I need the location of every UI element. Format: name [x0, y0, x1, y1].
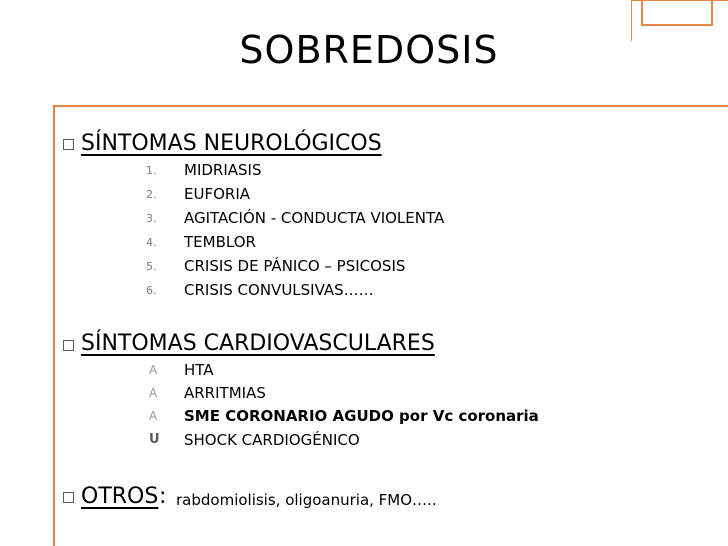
list-item-text: HTA [184, 361, 214, 379]
list-marker: 5. [146, 260, 157, 273]
list-item-text: SHOCK CARDIOGÉNICO [184, 431, 360, 449]
section-heading-cardiovascular: SÍNTOMAS CARDIOVASCULARES [81, 331, 435, 356]
list-marker: A [149, 409, 158, 423]
square-bullet-icon [63, 340, 74, 351]
otros-colon: : [159, 484, 167, 509]
list-item-text: CRISIS CONVULSIVAS…… [184, 281, 374, 299]
square-bullet-icon [63, 139, 74, 150]
list-marker: 2. [146, 188, 157, 201]
list-marker: 6. [146, 284, 157, 297]
list-marker: 3. [146, 212, 157, 225]
list-item-text: CRISIS DE PÁNICO – PSICOSIS [184, 257, 406, 275]
list-marker: U [149, 432, 160, 447]
list-item-text: SME CORONARIO AGUDO por Vc coronaria [184, 407, 539, 425]
list-item-text: MIDRIASIS [184, 161, 262, 179]
list-marker: 4. [146, 236, 157, 249]
title-rule [53, 105, 728, 107]
list-marker: A [149, 363, 158, 377]
section-heading-otros: OTROS [81, 484, 159, 509]
left-rule [53, 105, 55, 546]
list-marker: 1. [146, 164, 157, 177]
list-marker: A [149, 386, 158, 400]
otros-text: rabdomiolisis, oligoanuria, FMO….. [176, 491, 437, 509]
list-item-text: TEMBLOR [184, 233, 256, 251]
slide-title: SOBREDOSIS [239, 28, 499, 72]
list-item-text: AGITACIÓN - CONDUCTA VIOLENTA [184, 209, 445, 227]
square-bullet-icon [63, 492, 74, 503]
list-item-text: EUFORIA [184, 185, 250, 203]
section-heading-neurological: SÍNTOMAS NEUROLÓGICOS [81, 131, 382, 156]
list-item-text: ARRITMIAS [184, 384, 266, 402]
corner-box [641, 0, 713, 26]
